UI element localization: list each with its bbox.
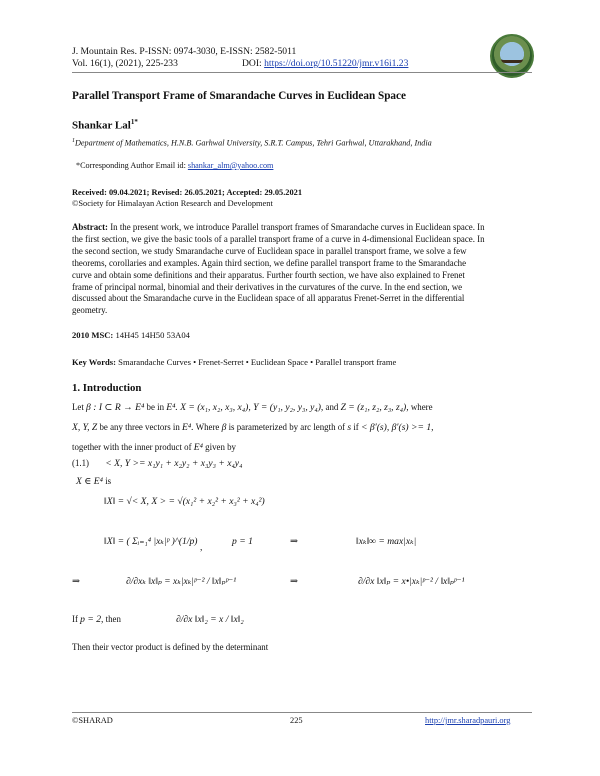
inner-product-equation: < X, Y >= x₁y₁ + x₂y₂ + x₃y₃ + x₄y₄ <box>105 458 243 469</box>
equation-1-1 <box>72 458 242 470</box>
text: where <box>410 402 433 412</box>
abstract-label: Abstract: <box>72 222 108 232</box>
author-name <box>72 118 138 132</box>
abstract-line: curve and obtain some definitions and their apparatus. Further fourth section, we have also explained to Frenet <box>72 269 465 280</box>
implies-arrow: ⇒ <box>290 536 299 547</box>
corresponding-label: *Corresponding Author Email id: <box>76 161 188 170</box>
implies-arrow: ⇒ <box>72 576 81 587</box>
text: then <box>105 614 121 624</box>
text: is parameterized by arc length of <box>228 422 346 432</box>
doi-label: DOI: <box>242 58 265 69</box>
keywords-value: Smarandache Curves • Frenet-Serret • Euclidean Space • Parallel transport frame <box>116 357 397 367</box>
volume-line: Vol. 16(1), (2021), 225-233 <box>72 58 178 69</box>
paper-title: Parallel Transport Frame of Smarandache Curves in Euclidean Space <box>72 90 406 102</box>
abstract-line: theorems, corollaries and examples. Again third section, we define parallel transport frame to the Smarandache <box>72 257 467 268</box>
text: if <box>353 422 359 432</box>
society-line: ©Society for Himalayan Action Research and Development <box>72 199 273 208</box>
if-p-equals-2 <box>72 614 121 626</box>
math-arc-length: < β′(s), β′(s) >= 1, <box>360 422 434 433</box>
determinant-intro: Then their vector product is defined by the determinant <box>72 642 269 652</box>
footer-copyright: ©SHARAD <box>72 716 113 725</box>
l2-derivative-equation: ∂/∂x ‖x‖₂ = x / ‖x‖₂ <box>176 614 244 625</box>
math-xyz: X, Y, Z <box>72 422 98 433</box>
math-e4: E⁴. <box>166 402 178 413</box>
footer-url-link[interactable]: http://jmr.sharadpauri.org <box>425 716 511 725</box>
math-beta-map: β : I ⊂ R → E⁴ <box>86 402 145 413</box>
corresponding-author <box>76 161 273 170</box>
doi-line <box>242 58 408 70</box>
dates-line: Received: 09.04.2021; Revised: 26.05.2021; Accepted: 29.05.2021 <box>72 188 303 197</box>
partial-derivative-right: ∂/∂x ‖x‖ₚ = x•|xₖ|ᵖ⁻² / ‖x‖ₚᵖ⁻¹ <box>358 576 465 587</box>
math-s: s <box>347 422 352 433</box>
text: Where <box>195 422 220 432</box>
partial-derivative-left: ∂/∂xₖ ‖x‖ₚ = xₖ|xₖ|ᵖ⁻² / ‖x‖ₚᵖ⁻¹ <box>126 576 237 587</box>
intro-line-1 <box>72 402 542 414</box>
author-sup: 1* <box>130 118 138 126</box>
keywords-label: Key Words: <box>72 357 117 367</box>
math-e4: E⁴. <box>182 422 194 433</box>
keywords-line <box>72 357 396 367</box>
msc-label: 2010 MSC: <box>72 330 114 340</box>
math-beta: β <box>221 422 227 433</box>
math-z: Z = (z₁, z₂, z₃, z₄), <box>340 402 409 413</box>
footer-rule <box>72 712 532 713</box>
p-norm-equation: ‖X‖ = ( Σᵢ₌₁⁴ |xₖ|ᵖ )^(1/p) <box>104 536 198 547</box>
p-equals-1: p = 1 <box>232 536 253 547</box>
msc-line <box>72 330 190 340</box>
journal-issn-line: J. Mountain Res. P-ISSN: 0974-3030, E-ISSN: 2582-5011 <box>72 46 297 57</box>
abstract <box>72 222 532 317</box>
affil-sup: 1 <box>72 138 75 144</box>
math-x-in-e4: X ∈ E⁴ <box>76 476 103 487</box>
abstract-line: discussed about the Smarandache curve in the Euclidean space of all apparatus Frenet-Serret in the differential <box>72 293 465 304</box>
comma: , <box>200 542 203 553</box>
section-heading: 1. Introduction <box>72 382 142 394</box>
abstract-line: geometry. <box>72 305 108 316</box>
author-name-text: Shankar Lal <box>72 119 131 132</box>
text: Let <box>72 402 84 412</box>
math-e4: E⁴ <box>193 442 203 453</box>
text: given by <box>205 442 236 452</box>
abstract-line <box>72 222 532 234</box>
text: and <box>325 402 339 412</box>
affiliation-text: Department of Mathematics, H.N.B. Garhwal University, S.R.T. Campus, Tehri Garhwal, Uttarakhand, India <box>75 138 432 148</box>
norm-equation: ‖X‖ = √< X, X > = √(x₁² + x₂² + x₃² + x₄²) <box>104 496 265 507</box>
header-rule <box>72 72 532 73</box>
affiliation <box>72 138 432 148</box>
implies-arrow: ⇒ <box>290 576 299 587</box>
math-p2: p = 2, <box>80 614 104 625</box>
text: If <box>72 614 78 624</box>
max-norm-equation: ‖xₖ‖∞ = max|xₖ| <box>356 536 417 547</box>
doi-link[interactable]: https://doi.org/10.51220/jmr.v16i1.23 <box>264 58 409 69</box>
math-xy: X = (x₁, x₂, x₃, x₄), Y = (y₁, y₂, y₃, y₄), <box>180 402 324 413</box>
abstract-line: frame of principal normal, binomial and their derivatives in the curvatures of the curve. In the end section, we <box>72 281 463 292</box>
text: is <box>105 476 112 486</box>
abstract-line: the second section, we study Smarandache curve of Euclidean space in parallel transport frame, we solve a few <box>72 245 467 256</box>
text: be in <box>146 402 165 412</box>
intro-line-2 <box>72 422 542 434</box>
abstract-line-text: In the present work, we introduce Parallel transport frames of Smarandache curves in Euclidean space. In <box>110 222 485 232</box>
author-email-link[interactable]: shankar_alm@yahoo.com <box>187 161 274 170</box>
equation-number: (1.1) <box>72 458 90 468</box>
text: be any three vectors in <box>99 422 180 432</box>
abstract-line: the first section, we give the basic tools of a parallel transport frame of a curve in 4-dimensional Euclidean space. In <box>72 233 485 244</box>
text: together with the inner product of <box>72 442 192 452</box>
page-number: 225 <box>290 716 303 725</box>
msc-value: 14H45 14H50 53A04 <box>113 330 190 340</box>
intro-line-4 <box>76 476 111 488</box>
intro-line-3 <box>72 442 236 454</box>
